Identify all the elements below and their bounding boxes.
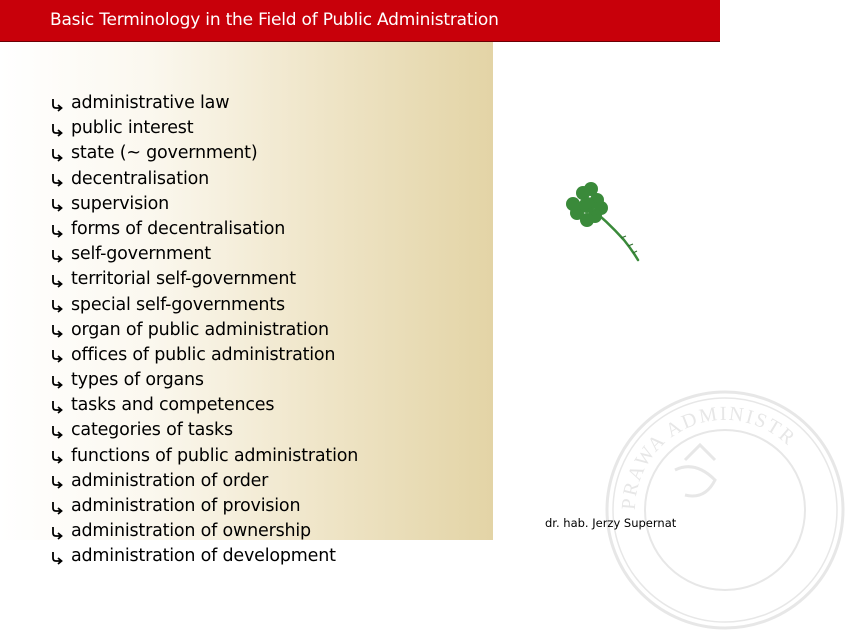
term-item — [50, 217, 358, 242]
term-label: organ of public administration — [71, 319, 329, 340]
university-seal-watermark — [605, 390, 845, 630]
term-list — [50, 91, 358, 570]
term-item — [50, 393, 358, 418]
term-item — [50, 519, 358, 544]
slide-title: Basic Terminology in the Field of Public Administration — [50, 10, 499, 30]
term-item — [50, 343, 358, 368]
term-item — [50, 141, 358, 166]
term-item — [50, 242, 358, 267]
curved-arrow-icon — [50, 223, 64, 237]
curved-arrow-icon — [50, 424, 64, 438]
term-label: forms of decentralisation — [71, 218, 286, 239]
curved-arrow-icon — [50, 197, 64, 211]
term-label: administration of ownership — [71, 521, 311, 542]
seal-text: PRAWA ADMINISTR — [617, 402, 801, 511]
curved-arrow-icon — [50, 348, 64, 362]
curved-arrow-icon — [50, 323, 64, 337]
term-item — [50, 494, 358, 519]
curved-arrow-icon — [50, 449, 64, 463]
term-label: decentralisation — [71, 168, 210, 189]
author-credit: dr. hab. Jerzy Supernat — [545, 516, 677, 530]
curved-arrow-icon — [50, 399, 64, 413]
curved-arrow-icon — [50, 474, 64, 488]
term-label: administration of development — [71, 546, 336, 567]
curved-arrow-icon — [50, 550, 64, 564]
term-label: administrative law — [71, 93, 230, 113]
term-label: administration of order — [71, 470, 269, 491]
term-item — [50, 368, 358, 393]
curved-arrow-icon — [50, 172, 64, 186]
term-label: types of organs — [71, 370, 204, 391]
curved-arrow-icon — [50, 147, 64, 161]
curved-arrow-icon — [50, 97, 64, 111]
term-label: self-government — [71, 244, 211, 265]
term-label: territorial self-government — [71, 269, 296, 290]
title-bar — [0, 0, 720, 42]
term-item — [50, 116, 358, 141]
curved-arrow-icon — [50, 500, 64, 514]
term-item — [50, 418, 358, 443]
term-item — [50, 293, 358, 318]
four-leaf-clover-icon — [566, 180, 646, 270]
term-label: supervision — [71, 193, 170, 214]
term-label: state (~ government) — [71, 143, 258, 164]
term-item — [50, 444, 358, 469]
term-label: special self-governments — [71, 294, 285, 315]
term-label: offices of public administration — [71, 344, 336, 365]
curved-arrow-icon — [50, 525, 64, 539]
term-item — [50, 192, 358, 217]
term-item — [50, 469, 358, 494]
curved-arrow-icon — [50, 374, 64, 388]
term-label: functions of public administration — [71, 445, 359, 466]
curved-arrow-icon — [50, 298, 64, 312]
curved-arrow-icon — [50, 248, 64, 262]
term-label: administration of provision — [71, 496, 301, 516]
term-item — [50, 267, 358, 292]
content-panel — [0, 42, 493, 567]
svg-text:PRAWA ADMINISTR — [618, 403, 801, 511]
term-item — [50, 318, 358, 343]
term-label: categories of tasks — [71, 420, 233, 441]
term-item — [50, 91, 358, 116]
term-item — [50, 167, 358, 192]
term-item — [50, 544, 358, 569]
term-label: public interest — [71, 118, 194, 139]
curved-arrow-icon — [50, 122, 64, 136]
term-label: tasks and competences — [71, 395, 275, 416]
curved-arrow-icon — [50, 273, 64, 287]
